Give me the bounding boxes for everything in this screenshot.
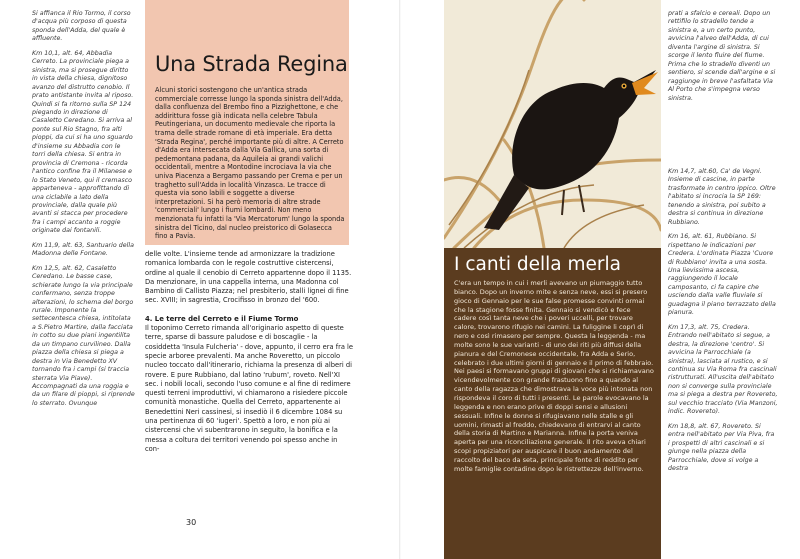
margin-note: Si affianca il Rio Tormo, il corso d'acqua più corposo di questa sponda dell'Adda, del quale è affluente. bbox=[32, 10, 131, 43]
margin-note: Km 10,1, alt. 64, Abbadia Cerreto. La provinciale piega a sinistra, ma si prosegue diritto in vista della chiesa, dignitoso avanzo del distrutto cenobio. Il prato antistante invita al riposo. Quindi si fa ritorno sulla SP 124 piegando in direzione di Casaletto Ceredano. Si arriva al ponte sul Rio Stagno, fra alti pioppi, da cui si ha uno sguardo d'insieme su Abbadia con le torri della chiesa. Si entra in provincia di Cremona - ricorda l'antico confine fra il Milanese e lo Stato Veneto, qui il cremasco appartenevа - approfittando di una ciclabile a lato della provinciale, dalla quale più avanti si stacca per procedere fra i campi accanto a roggie originate dai fontanili. bbox=[32, 49, 134, 235]
main-paragraph: delle volte. L'insieme tende ad armonizzare la tradizione romanica lombarda con le regole costruttive cistercensi, ordine al quale il cenobio di Cerreto appartenne dopo il 1135. Da menzionare, in una cappella interna, una Madonna col Bambino di Callisto Piazza; nel presbiterio, stalli lignei di fine sec. XVIII; in sagrestia, Crocifisso in bronzo del '600. bbox=[145, 250, 352, 305]
box-title: I canti della merla bbox=[454, 254, 621, 275]
margin-note: Km 14,7, alt.60, Ca' de Vegni. Insieme di cascine, in parte trasformate in centro ippico. Oltre l'abitato si incrocia la SP 169: tenendo a sinistra, poi subito a destra si continua in direzione Rubbiano. bbox=[668, 168, 776, 226]
margin-note: prati a sfalcio e cereali. Dopo un rettifilo lo stradello tende a sinistra e, a un certo punto, avvicina l'alveo dell'Adda, di cui diventa l'argine di sinistra. Si scorge il lento fluire del fiume. Prima che lo stradello diventi un sentiero, si scende dall'argine e si raggiunge in breve l'asfaltata Via Al Porto che s'impegna verso sinistra. bbox=[668, 10, 776, 102]
right-margin-column bbox=[668, 168, 778, 479]
margin-note: Km 12,5, alt. 62, Casaletto Ceredano. Le basse case, schierate lungo la via principale confermano, senza troppe alterazioni, lo schema del borgo rurale. Imponente la settecentesca chiesa, intitolata a S.Pietro Martire, dalla facciata in cotto su due piani ingentilita da un timpano curvilineo. Dalla piazza della chiesa si piega a destra in Via Benedetto XV tornando fra i campi (si traccia sterrata Via Piave). Accompagnati da una roggia e da un filare di pioppi, si riprende lo sterrato. Ovunque bbox=[32, 264, 135, 407]
canti-merla-box bbox=[444, 248, 661, 559]
main-paragraph: Il toponimo Cerreto rimanda all'originario aspetto di queste terre, sparse di bassure paludose e di boscaglie - la cosiddetta 'Insula Fulcheria' - dove, appunto, il cerro era fra le specie arboree prevalenti. Ma anche Roveretto, un piccolo nucleo toccato dall'itinerario, richiama la presenza di alberi di rovere. E pure Rubbiano, dal latino 'rubum', roveto. Nell'XI sec. i nobili locali, secondo l'uso comune e al fine di redimere questi terreni improduttivi, vi chiamarono a risiedere piccole comunità monastiche. Quella del Cerreto, appartenente ai Benedettini Neri cassinesi, si insediò il 6 dicembre 1084 su una pertinenza di 60 'iugeri'. Spettò a loro, e non più ai cistercensi che vi subentrarono in seguito, la bonifica e la messa a coltura dei territori venendo poi spesso anche in con- bbox=[145, 324, 354, 453]
margin-note: Km 16, alt. 61, Rubbiano. Si rispettano le indicazioni per Credera. L'ordinata Piazza 'Cuore di Rubbiano' invita a una sosta. Una lievissima ascesa, raggiungendo il locale camposanto, ci fa capire che usciendo dalla valle fluviale si guadagna il piano terrazzato della pianura. bbox=[668, 233, 776, 317]
margin-note: Km 18,8, alt. 67, Rovereto. Si entra nell'abitato per Via Piva, fra i prospetti di altri cascinali e si giunge nella piazza della Parrocchiale, dove si volge a destra bbox=[668, 422, 775, 472]
box-text: Alcuni storici sostengono che un'antica strada commerciale corresse lungo la sponda sinistra dell'Adda, dalla confluenza del Brembo fino a Pizzighettone, e che addirittura fosse già indicata nella celebre Tabula Peutingeriana, un documento medievale che riporta la trama delle strade romane di età imperiale. Era detta 'Strada Regina', perché importante più di altre. A Cerreto d'Adda era intersecata dalla Via Gallica, una sorta di pedemontana padana, da Aquileia ai grandi valichi occidentali, mentre a Montodine incrociava la via che univa Piacenza a Bergamo passando per Crema e per un traghetto sull'Adda in località Vinzasca. Le tracce di questa via sono labili e soggette a diverse interpretazioni. Si ha però memoria di altre strade 'commerciali' lungo i fiumi lombardi. Non meno menzionata fu infatti la 'Via Mercatorum' lungo la sponda sinistra del Ticino, dal nucleo preistorico di Golasecca fino a Pavia. bbox=[155, 86, 345, 241]
book-gutter bbox=[399, 0, 401, 559]
left-margin-column bbox=[32, 10, 135, 414]
box-text: C'era un tempo in cui i merli avevano un piumaggio tutto bianco. Dopo un inverno mite e senza neve, essi si presero gioco di Gennaio per le sue false promesse convinti ormai che la stagione fosse finita. Gennaio si vendicò e fece cadere così tanta neve che i poveri uccelli, per trovare calore, trovarono rifugio nei camini. La fuliggine li coprì di nero e così rimasero per sempre. Questa la leggenda - ma molte sono le sue varianti - di uno dei riti più diffusi della pianura e del Cremonese occidentale, fra Adda e Serio, celebrato i due ultimi giorni di gennaio e il primo di febbraio. Nei paesi si formavano gruppi di giovani che si richiamavano vicendevolmente con grande frastuono fino a quando al canto della ragazza che dimostrava la voce più intonata non rispondeva il coro di tutti i presenti. Le parole evocavano la leggenda e non erano prive di doppi sensi e allusioni sessuali. Infine le donne si rifugiavano nelle stalle e gli uomini, rimasti al freddo, chiedevano di entrarvi al canto della storia di Martino e Marianna. Infine la porta veniva aperta per una riconciliazione generale. Il rito aveva chiari scopi propiziatori per auspicare il buon andamento del raccolto del baco da seta, principale fonte di reddito per molte famiglie contadine dopo le ristrettezze dell'inverno. bbox=[454, 279, 654, 473]
box-title: Una Strada Regina bbox=[155, 52, 348, 76]
section-heading: 4. Le terre del Cerreto e il Fiume Tormo bbox=[145, 314, 299, 323]
margin-note: Km 11,9, alt. 63, Santuario della Madonna delle Fontane. bbox=[32, 241, 134, 258]
blackbird-image bbox=[444, 0, 661, 248]
main-text-column bbox=[145, 250, 353, 454]
page-number: 30 bbox=[186, 518, 197, 527]
blackbird-illustration bbox=[444, 0, 661, 248]
strada-regina-box bbox=[145, 0, 349, 245]
right-margin-top bbox=[668, 10, 778, 103]
margin-note: Km 17,3, alt. 75, Credera. Entrando nell'abitato si segue, a destra, la direzione 'centro'. Si avvicina la Parrocchiale (a sinistra), lasciata al rustico, e si continua su Via Roma fra cascinali ristrutturati. All'uscita dell'abitato non si converge sulla provinciale ma si piega a destra per Rovereto, sul vecchio tracciato (Via Manzoni, indic. Rovereto). bbox=[668, 323, 778, 416]
